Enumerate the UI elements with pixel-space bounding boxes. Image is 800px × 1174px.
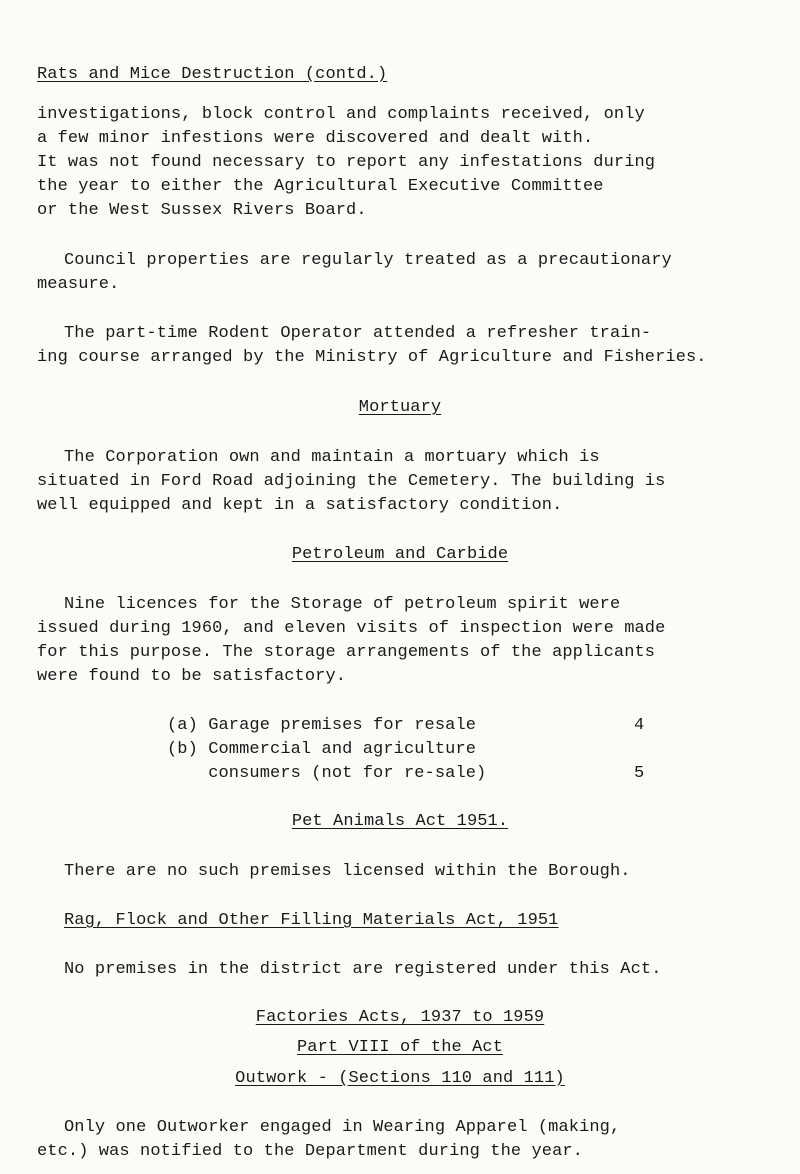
paragraph-line: ing course arranged by the Ministry of Agriculture and Fisheries. [37,348,707,367]
paragraph-line: The Corporation own and maintain a mortuary which is [64,448,600,467]
page-title: Rats and Mice Destruction (contd.) [37,65,388,84]
petroleum-heading: Petroleum and Carbide [291,545,509,564]
paragraph-line: Council properties are regularly treated as a precautionary [64,251,672,270]
paragraph-line: were found to be satisfactory. [37,667,347,686]
rag-flock-heading: Rag, Flock and Other Filling Materials Act, 1951 [64,911,559,930]
paragraph-line: Only one Outworker engaged in Wearing Apparel (making, [64,1118,621,1137]
factories-subheading: Part VIII of the Act [296,1038,504,1057]
factories-heading: Factories Acts, 1937 to 1959 [255,1008,545,1027]
paragraph-line: issued during 1960, and eleven visits of inspection were made [37,619,666,638]
pet-animals-heading: Pet Animals Act 1951. [291,812,509,831]
paragraph-line: investigations, block control and complaints received, only [37,105,645,124]
paragraph-line: measure. [37,275,120,294]
paragraph-line: There are no such premises licensed within the Borough. [64,862,631,881]
list-item-label: (b) Commercial and agriculture [167,740,477,759]
paragraph-line: It was not found necessary to report any infestations during [37,153,656,172]
paragraph-line: The part-time Rodent Operator attended a refresher train- [64,324,652,343]
paragraph-line: or the West Sussex Rivers Board. [37,201,367,220]
paragraph-line: No premises in the district are registered under this Act. [64,960,662,979]
list-item-value: 5 [634,764,645,783]
paragraph-line: a few minor infestions were discovered and dealt with. [37,129,594,148]
paragraph-line: situated in Ford Road adjoining the Cemetery. The building is [37,472,666,491]
list-item-value: 4 [634,716,645,735]
mortuary-heading: Mortuary [358,398,442,417]
paragraph-line: the year to either the Agricultural Executive Committee [37,177,604,196]
list-item-label: (a) Garage premises for resale [167,716,477,735]
outwork-heading: Outwork - (Sections 110 and 111) [235,1069,565,1088]
paragraph-line: etc.) was notified to the Department during the year. [37,1142,583,1161]
paragraph-line: Nine licences for the Storage of petroleum spirit were [64,595,621,614]
paragraph-line: for this purpose. The storage arrangements of the applicants [37,643,656,662]
list-item-label: consumers (not for re-sale) [167,764,487,783]
paragraph-line: well equipped and kept in a satisfactory condition. [37,496,563,515]
